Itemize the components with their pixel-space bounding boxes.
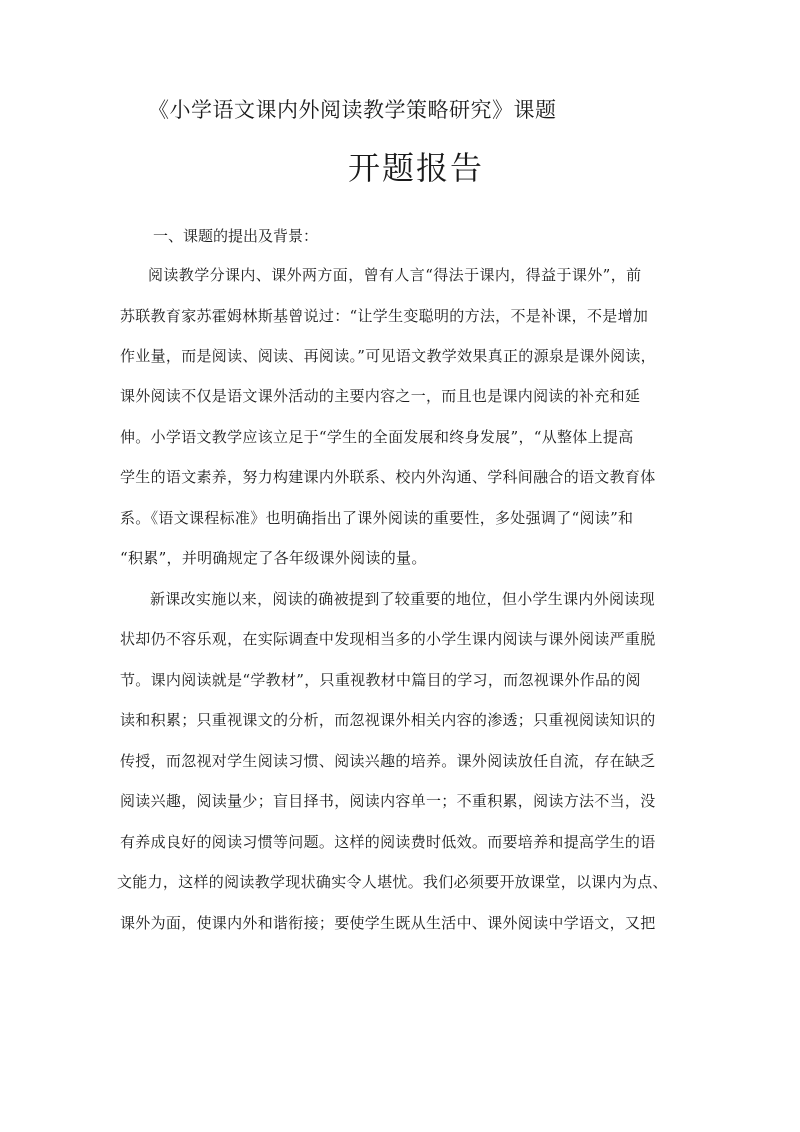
paragraph-line: 有养成良好的阅读习惯等问题。这样的阅读费时低效。而要培养和提高学生的语 (120, 833, 656, 851)
document-subtitle: 开题报告 (348, 149, 485, 187)
paragraph-line: 课外阅读不仅是语文课外活动的主要内容之一，而且也是课内阅读的补充和延 (120, 387, 641, 405)
paragraph-line: 伸。小学语文教学应该立足于“学生的全面发展和终身发展”，“从整体上提高 (120, 428, 634, 446)
paragraph-line: 系。《语文课程标准》也明确指出了课外阅读的重要性，多处强调了“阅读”和 (120, 509, 634, 527)
paragraph-line: 作业量，而是阅读、阅读、再阅读。”可见语文教学效果真正的源泉是课外阅读， (120, 347, 656, 365)
paragraph-line: 节。课内阅读就是“学教材”，只重视教材中篇目的学习，而忽视课外作品的阅 (120, 671, 641, 689)
paragraph-line: “积累”，并明确规定了各年级课外阅读的量。 (120, 549, 427, 567)
paragraph-line: 新课改实施以来，阅读的确被提到了较重要的地位，但小学生课内外阅读现 (150, 590, 655, 608)
paragraph-line: 课外为面，使课内外和谐衔接；要使学生既从生活中、课外阅读中学语文，又把 (120, 914, 656, 932)
paragraph-line: 阅读兴趣，阅读量少；盲目择书，阅读内容单一；不重积累，阅读方法不当，没 (120, 792, 656, 810)
paragraph-line: 状却仍不容乐观，在实际调查中发现相当多的小学生课内阅读与课外阅读严重脱 (120, 630, 656, 648)
section-heading: 一、课题的提出及背景： (153, 227, 319, 245)
document-title: 《小学语文课内外阅读教学策略研究》课题 (148, 98, 557, 122)
paragraph-line: 阅读教学分课内、课外两方面，曾有人言“得法于课内，得益于课外”，前 (148, 266, 642, 284)
paragraph-line: 学生的语文素养，努力构建课内外联系、校内外沟通、学科间融合的语文教育体 (120, 468, 656, 486)
paragraph-line: 传授，而忽视对学生阅读习惯、阅读兴趣的培养。课外阅读放任自流，存在缺乏 (120, 752, 656, 770)
paragraph-line: 文能力，这样的阅读教学现状确实令人堪忧。我们必须要开放课堂，以课内为点、 (117, 873, 668, 891)
paragraph-line: 读和积累；只重视课文的分析，而忽视课外相关内容的渗透；只重视阅读知识的 (120, 711, 656, 729)
paragraph-line: 苏联教育家苏霍姆林斯基曾说过：“让学生变聪明的方法，不是补课，不是增加 (120, 307, 649, 325)
